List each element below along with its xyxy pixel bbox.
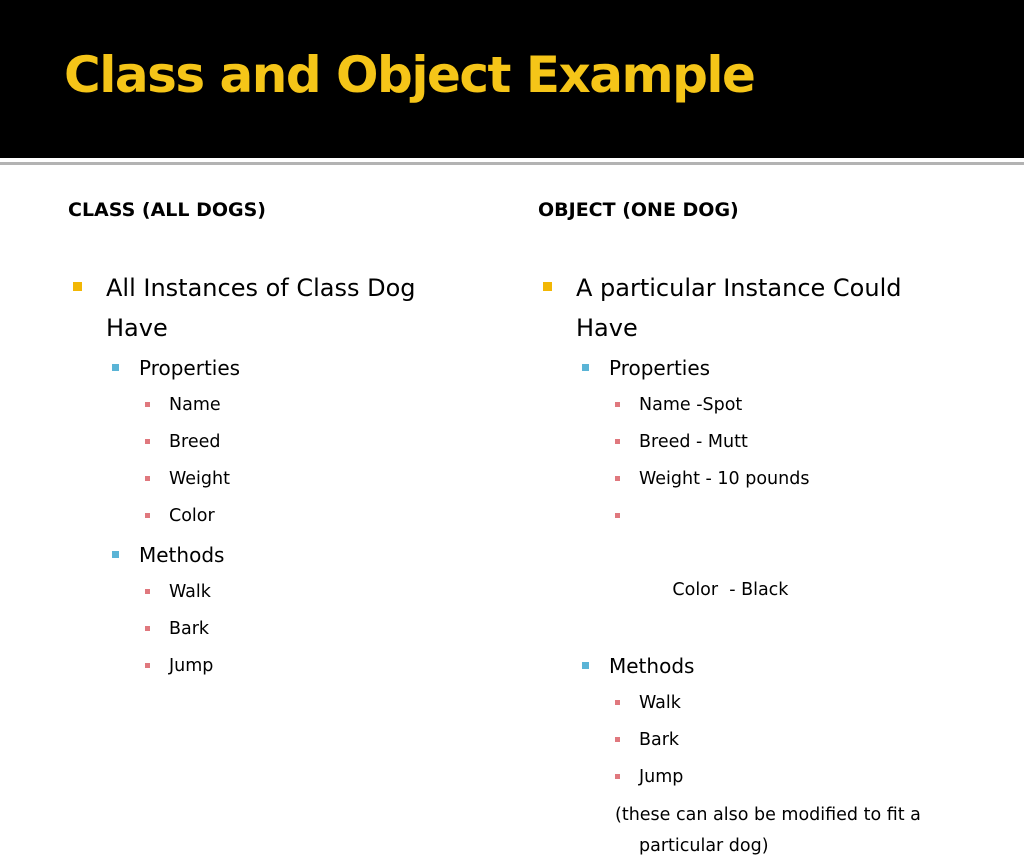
square-bullet-icon: [543, 282, 552, 291]
square-bullet-icon: [145, 589, 150, 594]
right-column: [538, 268, 938, 862]
right-property-item: [538, 498, 938, 646]
right-properties-label: Properties: [609, 356, 711, 380]
square-bullet-icon: [145, 663, 150, 668]
left-property-item: [68, 461, 468, 498]
square-bullet-icon: [73, 282, 82, 291]
square-bullet-icon: [615, 774, 620, 779]
left-methods-heading: [68, 537, 468, 574]
left-main-bullet: [68, 268, 468, 348]
right-method-text: Walk: [639, 693, 681, 713]
square-bullet-icon: [145, 402, 150, 407]
left-method-text: Walk: [169, 582, 211, 602]
square-bullet-icon: [615, 513, 620, 518]
right-main-bullet: [538, 268, 938, 348]
right-method-text: Jump: [639, 767, 684, 787]
left-property-text: Weight: [169, 469, 230, 489]
left-property-text: Color: [169, 506, 215, 526]
right-properties-heading: [538, 350, 938, 387]
left-column: [68, 268, 468, 685]
square-bullet-icon: [145, 476, 150, 481]
right-note: (these can also be modified to fit a particular dog): [615, 805, 921, 856]
left-method-text: Bark: [169, 619, 210, 639]
square-bullet-icon: [582, 364, 589, 371]
right-main-bullet-text: A particular Instance Could Have: [576, 274, 902, 342]
right-property-item: [538, 387, 938, 424]
square-bullet-icon: [615, 700, 620, 705]
left-property-text: Name: [169, 395, 221, 415]
right-property-item: [538, 461, 938, 498]
left-properties-label: Properties: [139, 356, 241, 380]
right-method-item: [538, 759, 938, 796]
left-property-item: [68, 387, 468, 424]
square-bullet-icon: [615, 737, 620, 742]
right-property-text: Name -Spot: [639, 395, 743, 415]
left-property-item: [68, 498, 468, 535]
square-bullet-icon: [145, 439, 150, 444]
square-bullet-icon: [112, 364, 119, 371]
right-property-item: [538, 424, 938, 461]
left-property-text: Breed: [169, 432, 221, 452]
title-bar: [0, 0, 1024, 158]
square-bullet-icon: [615, 476, 620, 481]
right-methods-label: Methods: [609, 654, 695, 678]
square-bullet-icon: [145, 513, 150, 518]
left-main-bullet-text: All Instances of Class Dog Have: [106, 274, 416, 342]
left-properties-heading: [68, 350, 468, 387]
left-column-header: CLASS (ALL DOGS): [68, 199, 266, 221]
left-method-item: [68, 574, 468, 611]
left-property-item: [68, 424, 468, 461]
right-column-header: OBJECT (ONE DOG): [538, 199, 739, 221]
right-property-text: Breed - Mutt: [639, 432, 748, 452]
square-bullet-icon: [615, 402, 620, 407]
right-method-item: [538, 722, 938, 759]
slide-title: Class and Object Example: [64, 46, 755, 104]
right-property-text: Weight - 10 pounds: [639, 469, 810, 489]
title-divider: [0, 162, 1024, 165]
square-bullet-icon: [582, 662, 589, 669]
left-method-item: [68, 611, 468, 648]
right-methods-heading: [538, 648, 938, 685]
left-method-item: [68, 648, 468, 685]
right-property-text: Color - Black: [672, 580, 789, 600]
left-method-text: Jump: [169, 656, 214, 676]
square-bullet-icon: [145, 626, 150, 631]
square-bullet-icon: [615, 439, 620, 444]
square-bullet-icon: [112, 551, 119, 558]
right-method-item: [538, 685, 938, 722]
right-method-text: Bark: [639, 730, 680, 750]
left-methods-label: Methods: [139, 543, 225, 567]
